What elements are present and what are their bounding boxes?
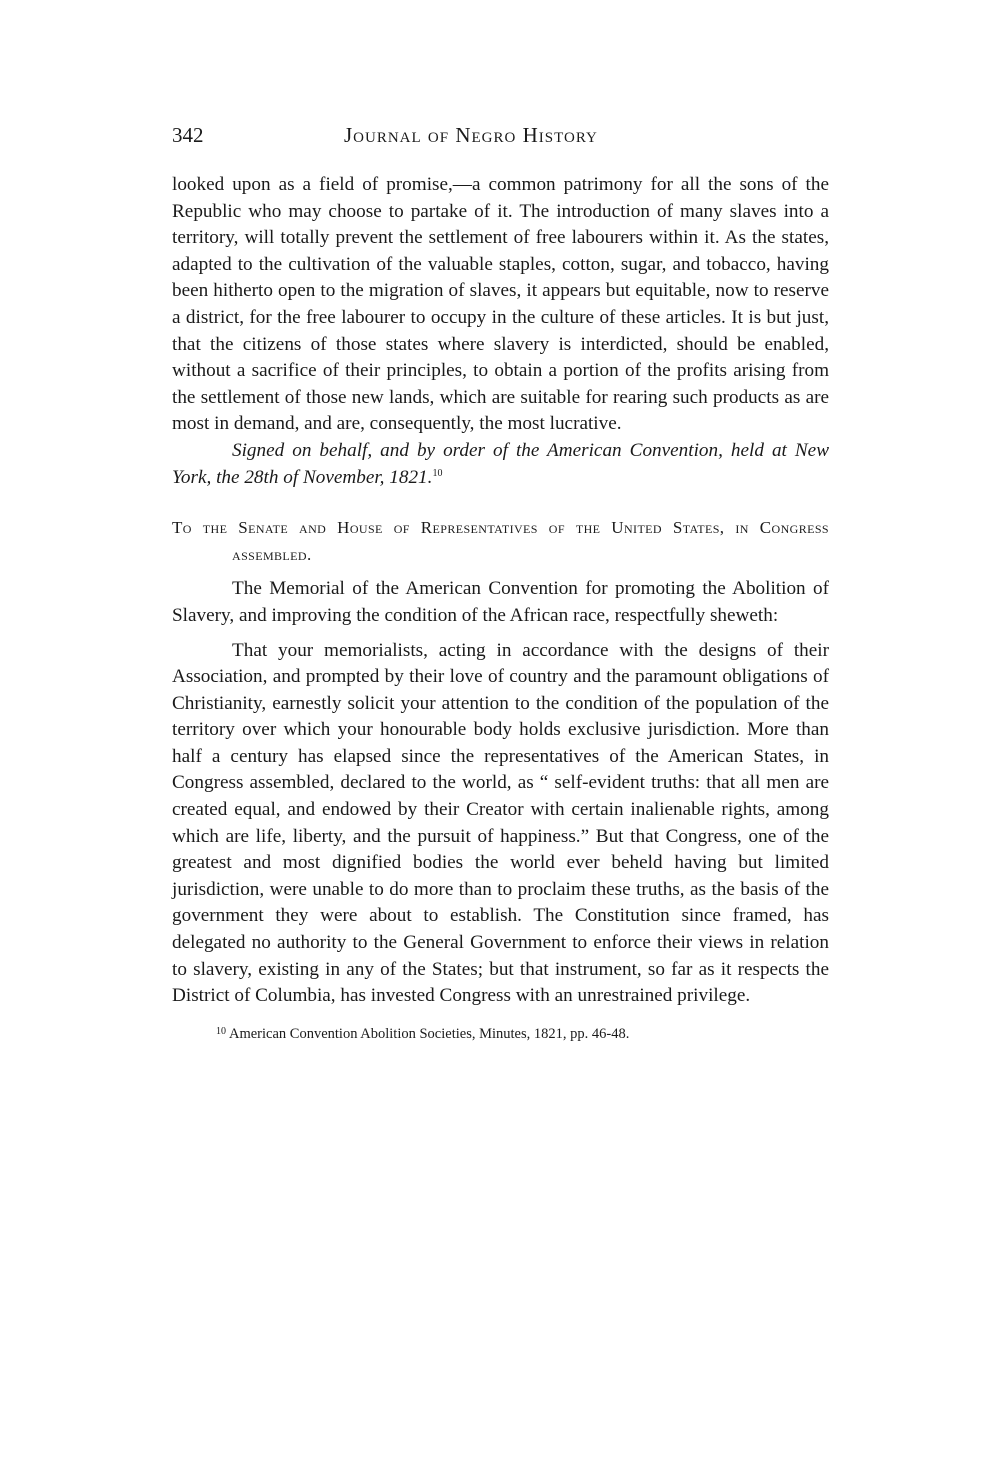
document-page — [172, 0, 829, 1482]
memorial-address-heading: To the Senate and House of Representatives of the United States, in Congress assembled. — [172, 518, 829, 564]
running-head — [172, 120, 829, 150]
footnote-reference: 10 — [432, 467, 443, 479]
paragraph-continued: looked upon as a field of promise,—a common patrimony for all the sons of the Republic who may choose to partake of it. The introduction of many slaves into a territory, will totally prevent the settlement of free labourers within it. As the states, adapted to the cultivation of the valuable staples, cotton, sugar, and tobacco, having been hitherto open to the migration of slaves, it appears but equitable, now to reserve a district, for the free labourer to occupy in the culture of these articles. It is but just, that the citizens of those states where slavery is interdicted, should be enabled, without a sacrifice of their principles, to obtain a portion of the profits arising from the settlement of those new lands, which are suitable for rearing such products as are most in demand, and are, consequently, the most lucrative. — [172, 174, 829, 435]
signature-text: Signed on behalf, and by order of the American Convention, held at New York, the 28th of November, 1821. — [172, 439, 829, 488]
memorial-intro-paragraph: The Memorial of the American Convention for promoting the Abolition of Slavery, and improving the condition of the African race, respectfully sheweth: — [172, 578, 829, 626]
memorial-body-paragraph: That your memorialists, acting in accordance with the designs of their Association, and prompted by their love of country and the paramount obligations of Christianity, earnestly solicit your attention to the condition of the population of the territory over which your honourable body holds exclusive jurisdiction. More than half a century has elapsed since the representatives of the American States, in Congress assembled, declared to the world, as “ self-evident truths: that all men are created equal, and endowed by their Creator with certain inalienable rights, among which are life, liberty, and the pursuit of happiness.” But that Congress, one of the greatest and most dignified bodies the world ever beheld having but limited jurisdiction, were unable to do more than to proclaim these truths, as the basis of the government they were about to establish. The Constitution since framed, has delegated no authority to the General Government to enforce their views in relation to slavery, existing in any of the States; but that instrument, so far as it respects the District of Columbia, has invested Congress with an unrestrained privilege. — [172, 639, 829, 1007]
signature-line — [172, 438, 829, 491]
footnote-text: American Convention Abolition Societies, Minutes, 1821, pp. 46-48. — [229, 1025, 630, 1042]
journal-title: Journal of Negro History — [344, 123, 598, 147]
footnote — [172, 1024, 829, 1044]
page-number: 342 — [172, 123, 204, 147]
body-text — [172, 172, 829, 1044]
footnote-number: 10 — [216, 1025, 226, 1037]
